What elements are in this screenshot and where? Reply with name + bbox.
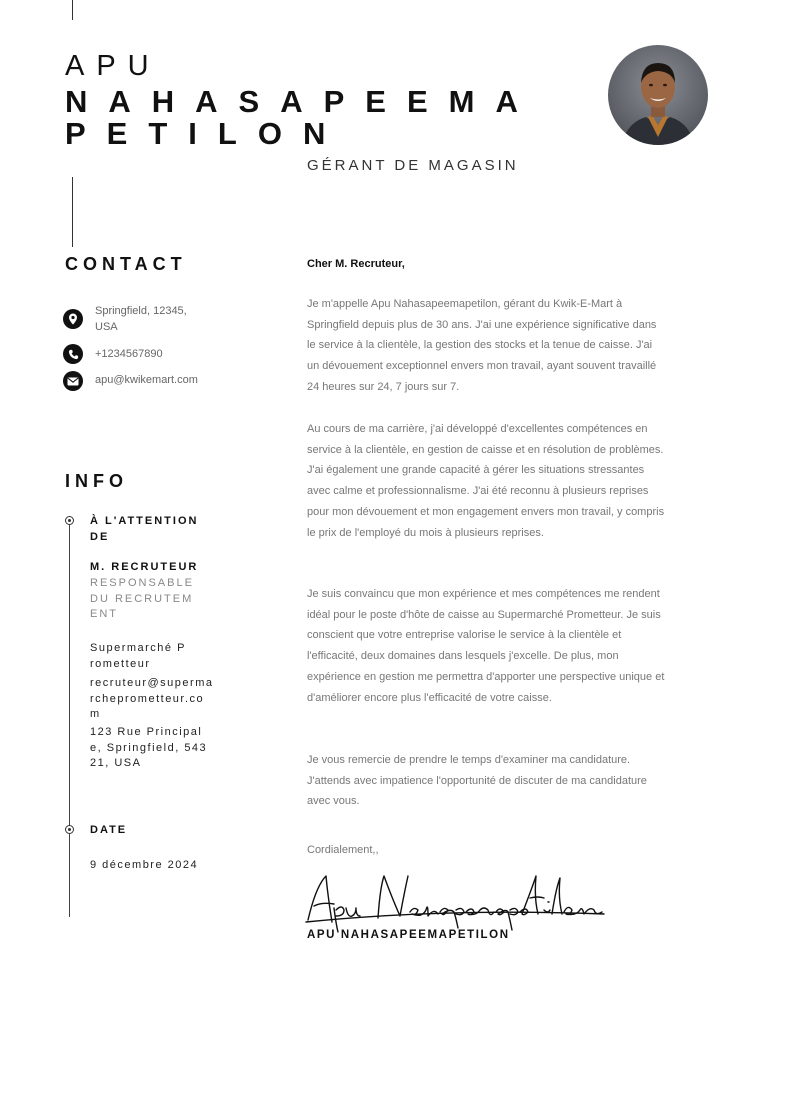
decorative-line-top xyxy=(72,0,73,20)
letter-paragraph-3: Je suis convaincu que mon expérience et mes compétences me rendent idéal pour le poste d'hôte de caisse au Supermarché Prometteur. Je suis conscient que votre entreprise valorise le service à la clientèle et l'efficacité, deux domaines dans lesquels j'excelle. De plus, mon expérience en gestion me permettra d'apporter une perspective unique et d'améliorer encore plus l'efficacité de votre caisse. xyxy=(307,588,665,704)
mail-icon xyxy=(63,371,83,391)
signer-name: APU NAHASAPEEMAPETILON xyxy=(307,929,510,941)
first-name: APU xyxy=(65,50,161,82)
timeline-dot-date xyxy=(65,825,74,834)
decorative-line-middle xyxy=(72,177,73,247)
date-label: DATE xyxy=(90,824,128,836)
last-name: NAHASAPEEMA PETILON xyxy=(65,84,538,151)
handwritten-signature xyxy=(304,868,614,938)
portrait-photo xyxy=(608,45,708,145)
job-title: GÉRANT DE MAGASIN xyxy=(307,157,519,174)
recipient-role: RESPONSABLE DU RECRUTEMENT xyxy=(90,577,194,620)
letter-paragraph-1: Je m'appelle Apu Nahasapeemapetilon, gérant du Kwik-E-Mart à Springfield depuis plus de 30 ans. J'ai une expérience significative dans le service à la clientèle, la gestion des stocks et la tenue de caisse. J'ai un dévouement exceptionnel envers mon travail, ayant souvent travaillé 24 heures sur 24, 7 jours sur 7. xyxy=(307,298,657,393)
recipient-email[interactable]: recruteur@supermarcheprometteur.com xyxy=(90,677,214,720)
contact-heading: CONTACT xyxy=(65,254,187,274)
avatar xyxy=(608,45,708,145)
letter-paragraph-4: Je vous remercie de prendre le temps d'examiner ma candidature. J'attends avec impatience l'opportunité de discuter de ma candidature avec vous. xyxy=(307,754,647,808)
timeline-dot-attention xyxy=(65,516,74,525)
letter-closing: Cordialement,, xyxy=(307,844,379,856)
letter-salutation: Cher M. Recruteur, xyxy=(307,258,405,270)
letter-paragraph-2: Au cours de ma carrière, j'ai développé d'excellentes compétences en service à la clientèle, en gestion de caisse et en résolution de problèmes. J'ai également une grande capacité à gérer les situations stressantes avec calme et professionnalisme. J'ai été reconnu à plusieurs reprises pour mon dévouement et mon engagement envers mon travail, y compris le prix de l'employé du mois à plusieurs reprises. xyxy=(307,423,665,539)
info-timeline-line xyxy=(69,522,70,917)
recipient-company: Supermarché Prometteur xyxy=(90,642,186,670)
attention-label: À L'ATTENTION DE xyxy=(90,515,199,543)
info-heading: INFO xyxy=(65,471,128,491)
contact-address: Springfield, 12345, USA xyxy=(95,305,187,333)
recipient-name: M. RECRUTEUR xyxy=(90,561,199,573)
phone-icon xyxy=(63,344,83,364)
contact-email[interactable]: apu@kwikemart.com xyxy=(95,374,198,386)
contact-phone[interactable]: +1234567890 xyxy=(95,348,163,360)
date-value: 9 décembre 2024 xyxy=(90,859,199,871)
location-pin-icon xyxy=(63,309,83,329)
recipient-address: 123 Rue Principale, Springfield, 54321, USA xyxy=(90,726,208,769)
